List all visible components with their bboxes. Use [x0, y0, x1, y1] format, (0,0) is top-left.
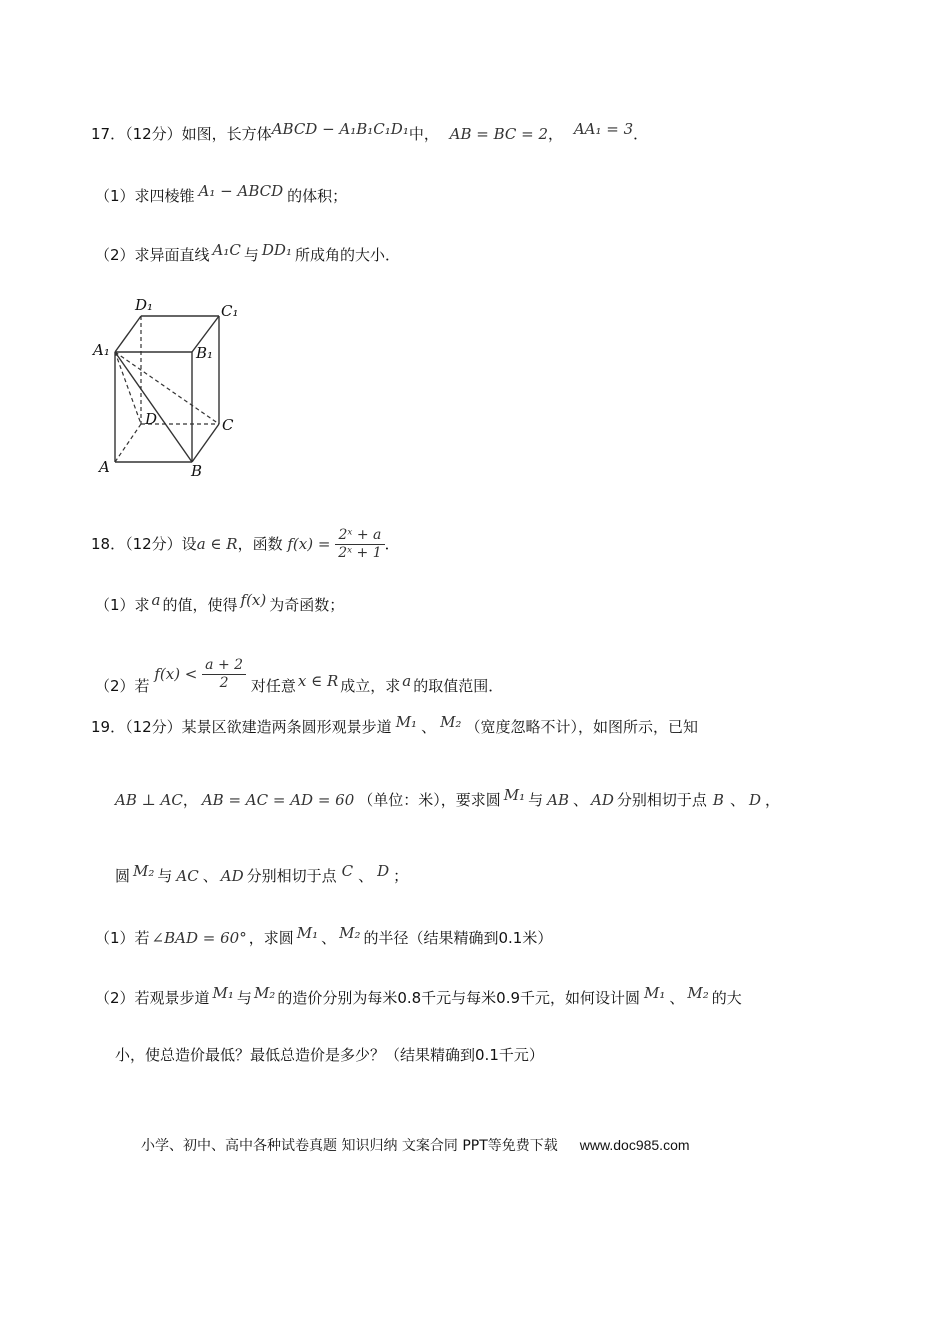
q19-part1-pre: （1）若: [95, 929, 150, 947]
q17-part2: [95, 241, 400, 265]
q19-perp: AB ⊥ AC: [115, 791, 183, 809]
q19-l3-c: C: [341, 862, 354, 880]
q18-f-fraction: [335, 527, 384, 562]
footer-link[interactable]: www.doc985.com: [579, 1137, 690, 1153]
q19-l2-with: 与: [528, 791, 544, 809]
q19-l3-d: D: [377, 862, 390, 880]
footer-text: 小学、初中、高中各种试卷真题 知识归纳 文案合同 PPT等免费下载: [141, 1138, 558, 1154]
q19-part2-with: 与: [236, 989, 252, 1007]
q19-l3-m2: M₂: [133, 862, 155, 880]
q17-stem-mid: 中，: [408, 125, 439, 143]
q19-part2-m1: M₁: [212, 984, 234, 1002]
q17-end: ．: [633, 125, 649, 143]
q19-l3-end: ；: [393, 867, 409, 885]
q19-line3: [115, 862, 409, 886]
q19-l2-dun2: 、: [729, 791, 745, 809]
q19-part2-line2: 小，使总造价最低？最低总造价是多少？（结果精确到0.1千元）: [115, 1046, 544, 1064]
label-A: A: [99, 458, 110, 476]
q18-part2-num: a + 2: [202, 657, 246, 675]
q17-part2-post: 所成角的大小．: [294, 246, 400, 264]
q19-l2-end: ，: [765, 791, 781, 809]
q18-part2-lhs: f(x) <: [154, 665, 198, 683]
q19-part2-mid: 的造价分别为每米0.8千元与每米0.9千元，如何设计圆: [277, 989, 641, 1007]
q19-l2-ad: AD: [591, 791, 614, 809]
label-D: D: [145, 410, 158, 428]
label-B: B: [191, 462, 203, 480]
q17-cond2: AA₁ = 3: [573, 120, 634, 138]
q17-stem: [91, 120, 649, 144]
q19-l2-dun: 、: [573, 791, 589, 809]
q17-cond1: AB = BC = 2: [449, 125, 549, 143]
q19-l3-ad: AD: [220, 867, 244, 885]
q18-f-num: 2ˣ + a: [335, 527, 384, 545]
q18-part2-ineq: [154, 657, 251, 691]
q19-m1: M₁: [395, 713, 418, 731]
q18-part2-den: 2: [219, 675, 229, 691]
q18-part2-mid: 对任意: [250, 677, 296, 695]
q19-part2-dun: 、: [669, 989, 685, 1007]
q19-part1-mid: ，求圆: [248, 929, 294, 947]
label-B1: B₁: [196, 344, 214, 362]
q19-m2: M₂: [440, 713, 462, 731]
q17-stem-text: 17．（12分）如图，长方体: [91, 125, 272, 143]
q18-f-lhs: f(x) =: [287, 535, 331, 553]
q17-sep: ，: [548, 125, 564, 143]
q17-part2-line2: DD₁: [261, 241, 292, 259]
q18-part1-a: a: [151, 591, 161, 609]
q18-part1-f: f(x): [240, 591, 267, 609]
q18-part2-a: a: [402, 672, 412, 690]
q17-part1: [95, 182, 348, 206]
q19-l2-d: D: [748, 791, 761, 809]
label-C: C: [222, 416, 234, 434]
q19-stem: [91, 713, 698, 737]
q18-part2-mid2: 成立，求: [340, 677, 401, 695]
q19-dun: 、: [421, 718, 437, 736]
q18-f-den: 2ˣ + 1: [338, 545, 382, 561]
edge-D1A1: [115, 316, 141, 352]
q19-line2: [115, 786, 781, 810]
q19-lengths: AB = AC = AD = 60: [201, 791, 355, 809]
edge-A1C: [115, 352, 219, 424]
q18-stem-mid: ，函数: [237, 535, 283, 553]
q18-part1-post: 为奇函数；: [269, 596, 345, 614]
q19-l2-ab: AB: [547, 791, 570, 809]
q19-l2-m1: M₁: [503, 786, 526, 804]
edge-BC: [192, 424, 219, 462]
label-C1: C₁: [221, 302, 239, 320]
q19-stem-post: （宽度忽略不计），如图所示，已知: [465, 718, 698, 736]
q17-solid: ABCD − A₁B₁C₁D₁: [271, 120, 409, 138]
q19-part1-m2: M₂: [339, 924, 361, 942]
q19-l2-tangent: 分别相切于点: [616, 791, 707, 809]
q17-part1-math: A₁ − ABCD: [198, 182, 284, 200]
edge-A1D: [115, 352, 141, 424]
q19-l2-unit: （单位：米），要求圆: [358, 791, 501, 809]
q19-part1-angle: ∠BAD = 60°: [151, 929, 247, 947]
q18-part2-post: 的取值范围．: [413, 677, 504, 695]
q19-part1: [95, 924, 553, 948]
q19-l2-b: B: [712, 791, 724, 809]
q19-part2-m2b: M₂: [687, 984, 709, 1002]
q19-l3-ac: AC: [176, 867, 199, 885]
q19-stem-text: 19．（12分）某景区欲建造两条圆形观景步道: [91, 718, 392, 736]
q18-part2-x: x ∈ R: [297, 672, 339, 690]
cuboid-figure: [88, 292, 258, 484]
q19-part2: [95, 984, 742, 1008]
q18-part2-fraction: [202, 657, 246, 692]
q18-part2-pre: （2）若: [95, 677, 150, 695]
q19-l3-pre: 圆: [115, 867, 131, 885]
q19-l3-dun2: 、: [358, 867, 374, 885]
q19-part2-m1b: M₁: [644, 984, 666, 1002]
q18-cond: a ∈ R: [196, 535, 238, 553]
q19-part2-m2: M₂: [253, 984, 276, 1002]
q18-stem-text: 18．（12分）设: [91, 535, 197, 553]
q19-l3-dun: 、: [202, 867, 218, 885]
edge-AD: [115, 424, 141, 462]
q18-stem: [91, 527, 400, 562]
q19-part1-dun: 、: [321, 929, 337, 947]
q19-l2-comma: ，: [182, 791, 198, 809]
q19-part1-m1: M₁: [296, 924, 319, 942]
q17-part2-pre: （2）求异面直线: [95, 246, 210, 264]
q19-l3-tangent: 分别相切于点: [246, 867, 337, 885]
q17-part1-post: 的体积；: [287, 187, 348, 205]
q18-part1-pre: （1）求: [95, 596, 150, 614]
q19-part2-pre: （2）若观景步道: [95, 989, 210, 1007]
label-D1: D₁: [135, 296, 154, 314]
q18-part2: [95, 657, 504, 704]
q19-part1-post: 的半径（结果精确到0.1米）: [363, 929, 553, 947]
footer: [141, 1135, 690, 1155]
q18-part1-mid: 的值，使得: [162, 596, 238, 614]
q18-end: ．: [384, 535, 400, 553]
q19-l3-with: 与: [157, 867, 173, 885]
label-A1: A₁: [93, 341, 110, 359]
q17-part2-mid: 与: [243, 246, 259, 264]
edge-A1B: [115, 352, 192, 462]
q18-part1: [95, 591, 345, 615]
q17-part1-pre: （1）求四棱锥: [95, 187, 195, 205]
q17-part2-line1: A₁C: [212, 241, 241, 259]
q19-part2-post: 的大: [711, 989, 742, 1007]
